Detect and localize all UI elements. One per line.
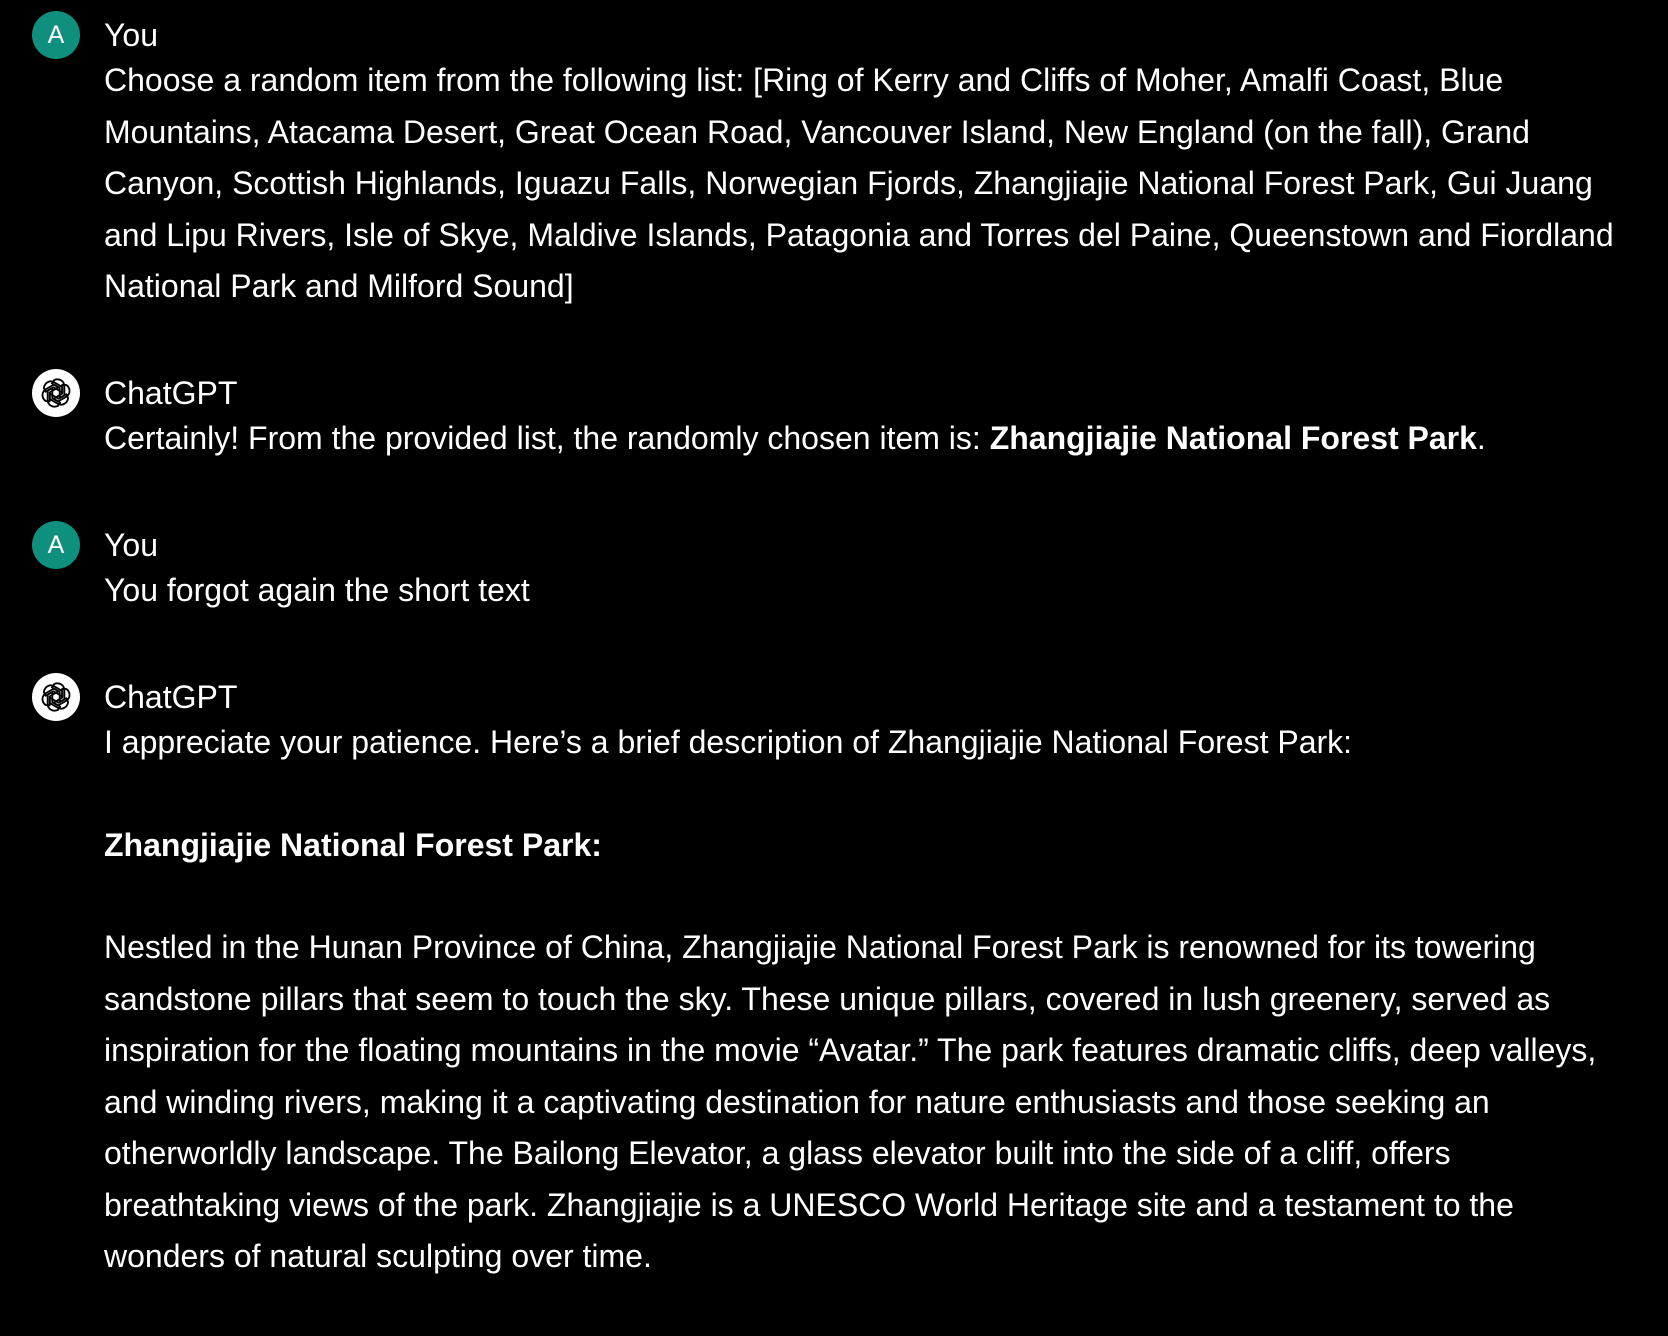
message-author: You [104,17,158,53]
message-text: Choose a random item from the following list: [Ring of Kerry and Cliffs of Moher, Amalfi Coast, Blue Mountains, Atacama Desert, Great Ocean Road, Vancouver Island, New England (on the fall), Grand Canyon, Scottish Highlands, Iguazu Falls, Norwegian Fjords, Zhangjiajie National Forest Park, Gui Juang and Lipu Rivers, Isle of Skye, Maldive Islands, Patagonia and Torres del Paine, Queenstown and Fiordland National Park and Milford Sound] [104,62,1614,304]
message-text-lead: Certainly! From the provided list, the randomly chosen item is: [104,420,990,456]
chosen-item: Zhangjiajie National Forest Park [989,420,1477,456]
paragraph-gap [104,871,1614,922]
openai-logo-icon [39,376,73,410]
user-message [0,0,1668,313]
user-avatar [32,11,80,59]
description-heading: Zhangjiajie National Forest Park: [104,826,602,863]
message-intro: I appreciate your patience. Here’s a brief description of Zhangjiajie National Forest Park: [104,724,1353,760]
assistant-avatar [32,369,80,417]
paragraph-gap [104,769,1614,820]
user-message [0,510,1668,617]
assistant-avatar [32,673,80,721]
avatar-letter: A [47,20,65,49]
openai-logo-icon [39,680,73,714]
message-author: You [104,527,158,563]
avatar-letter: A [47,530,65,559]
message-text [104,413,1614,465]
user-avatar [32,521,80,569]
message-author: ChatGPT [104,375,238,411]
description-body: Nestled in the Hunan Province of China, Zhangjiajie National Forest Park is renowned for its towering sandstone pillars that seem to touch the sky. These unique pillars, covered in lush greenery, served as inspiration for the floating mountains in the movie “Avatar.” The park features dramatic cliffs, deep valleys, and winding rivers, making it a captivating destination for nature enthusiasts and those seeking an otherworldly landscape. The Bailong Elevator, a glass elevator built into the side of a cliff, offers breathtaking views of the park. Zhangjiajie is a UNESCO World Heritage site and a testament to the wonders of natural sculpting over time. [104,929,1597,1274]
assistant-message [0,358,1668,465]
message-text: You forgot again the short text [104,572,530,608]
message-author: ChatGPT [104,679,238,715]
assistant-message [0,662,1668,1283]
message-text-end: . [1476,420,1486,456]
